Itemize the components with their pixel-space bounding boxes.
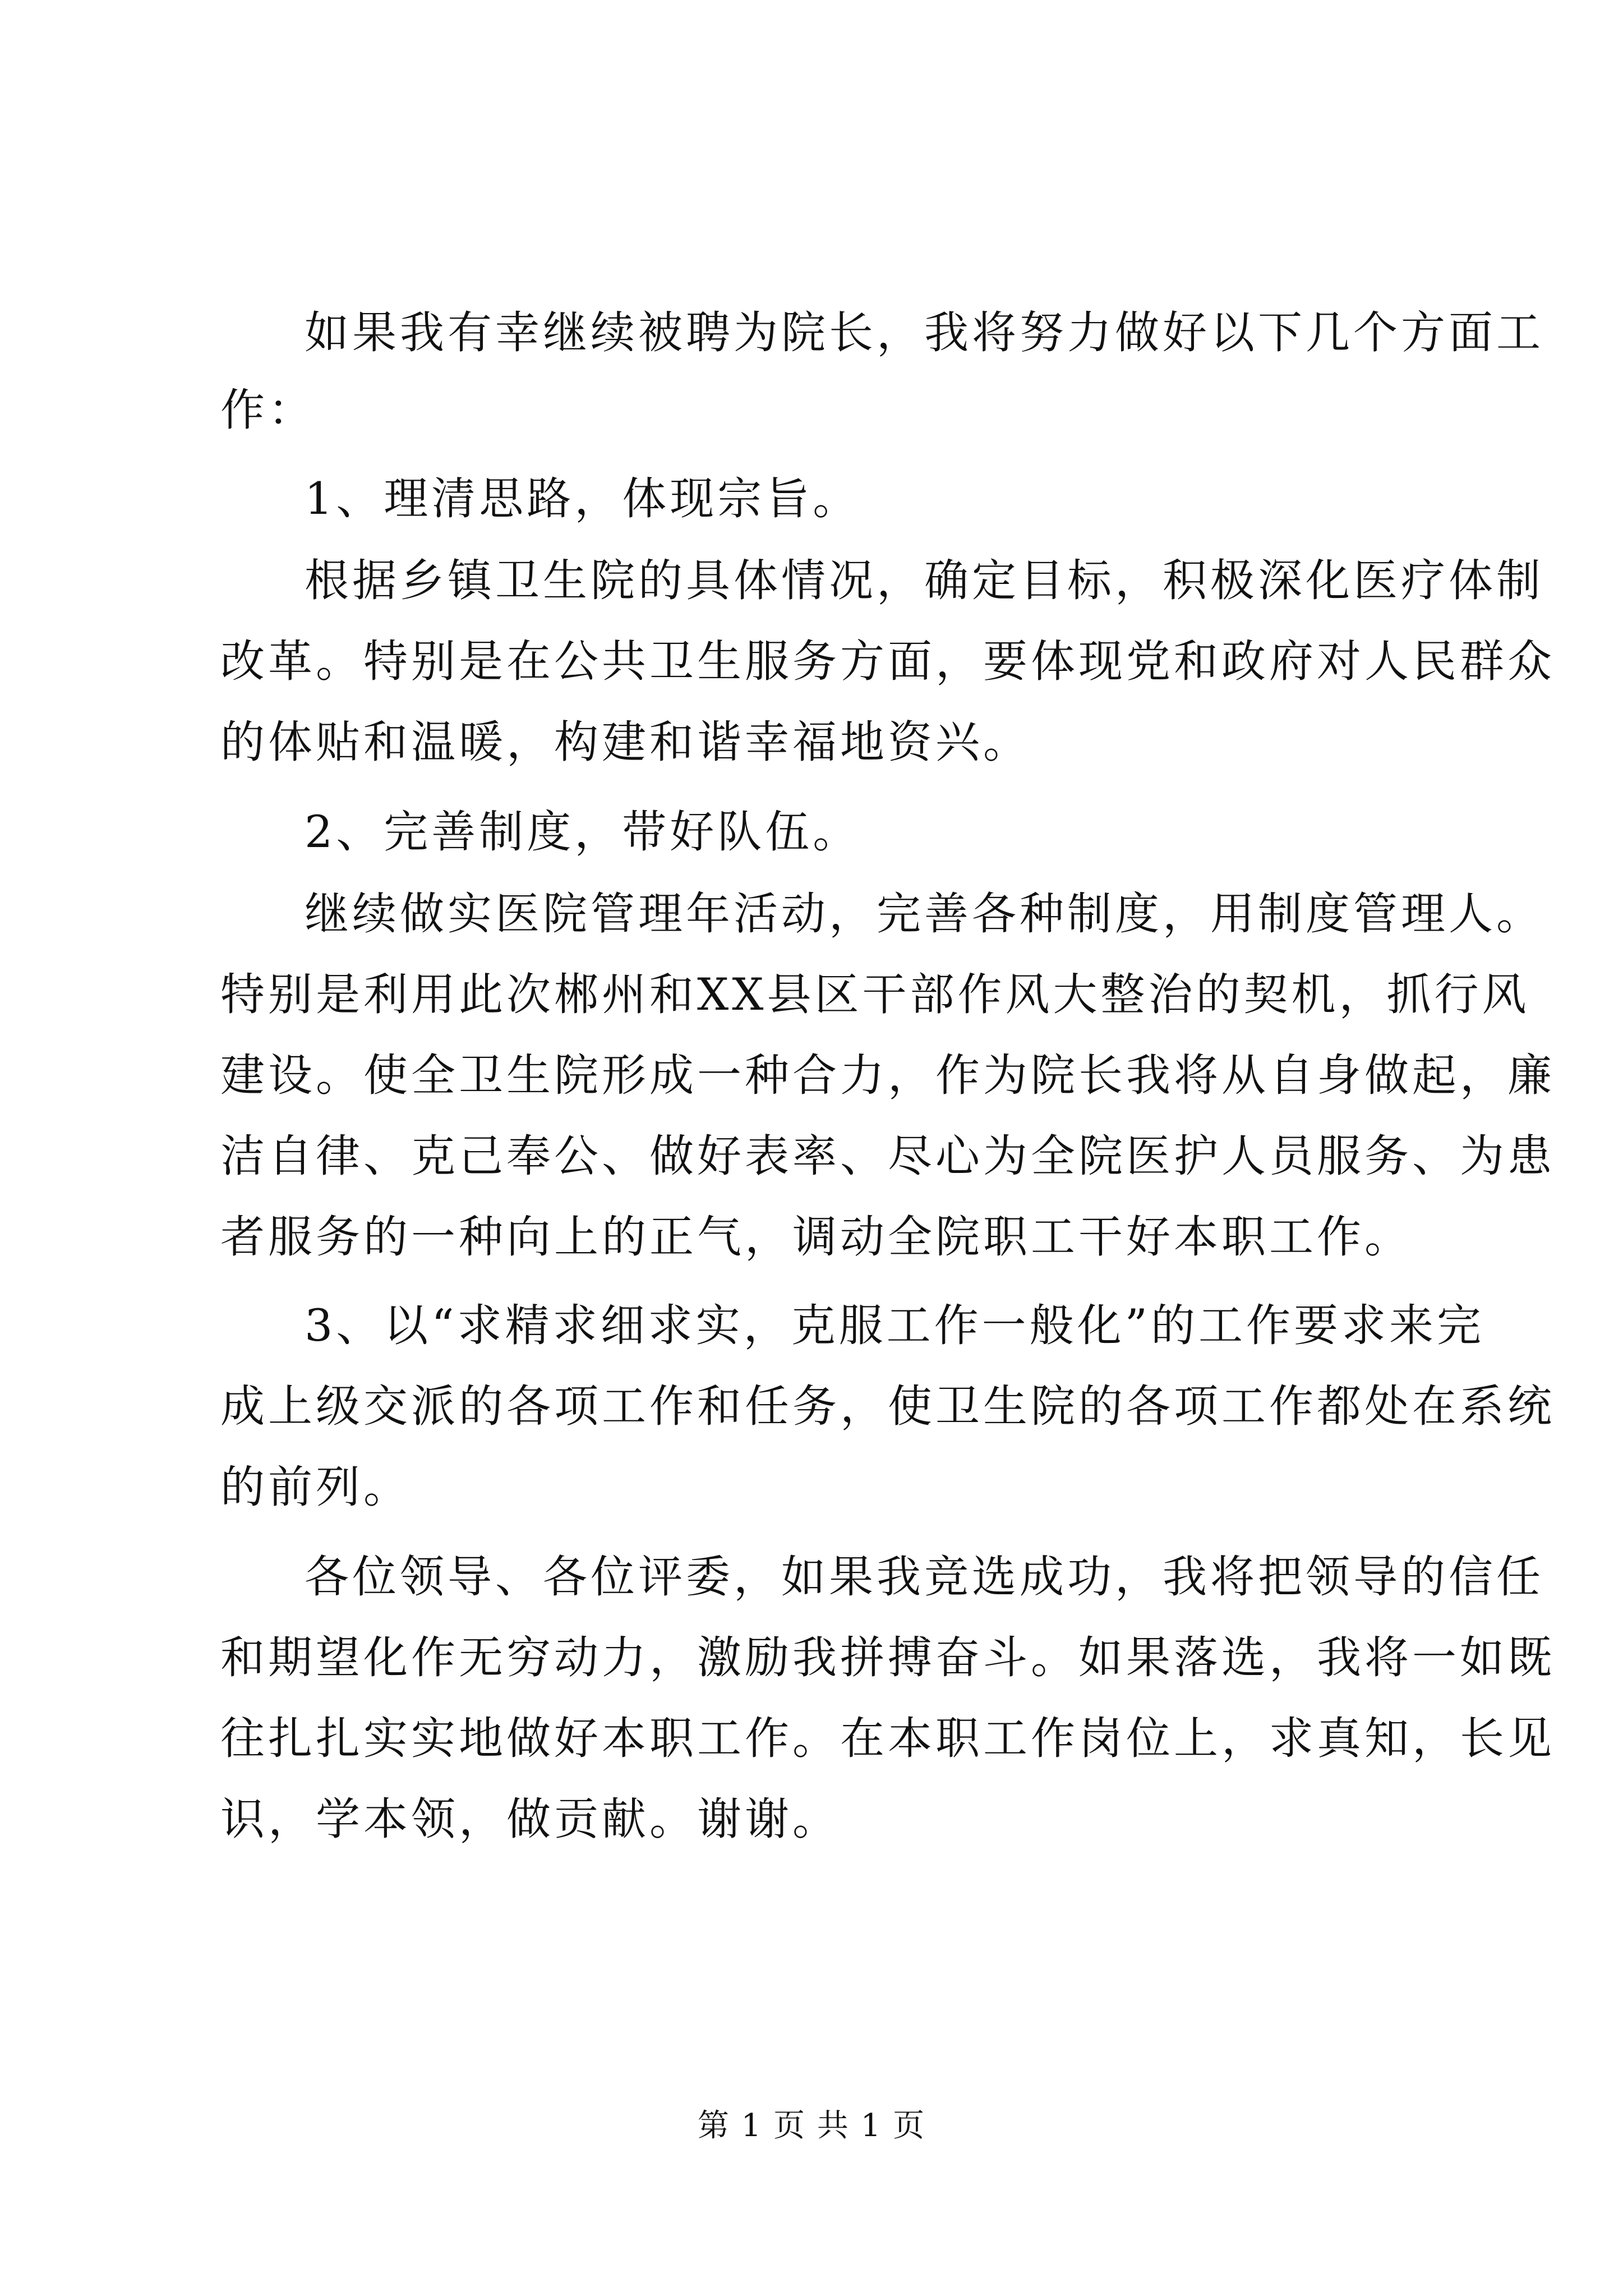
paragraph-line: 根据乡镇卫生院的具体情况，确定目标，积极深化医疗体制 — [305, 555, 1544, 606]
paragraph-line: 往扎扎实实地做好本职工作。在本职工作岗位上，求真知，长见 — [220, 1713, 1555, 1764]
paragraph-line: 建设。使全卫生院形成一种合力，作为院长我将从自身做起，廉 — [220, 1050, 1555, 1101]
section-heading: 1、理清思路，体现宗旨。 — [305, 473, 861, 524]
paragraph-line: 如果我有幸继续被聘为院长，我将努力做好以下几个方面工 — [305, 307, 1544, 358]
paragraph-line: 识，学本领，做贡献。谢谢。 — [220, 1793, 840, 1845]
paragraph-line: 改革。特别是在公共卫生服务方面，要体现党和政府对人民群众 — [220, 636, 1555, 687]
section-heading: 3、以“求精求细求实，克服工作一般化”的工作要求来完 — [305, 1300, 1485, 1351]
section-heading: 2、完善制度，带好队伍。 — [305, 806, 861, 858]
paragraph-line: 者服务的一种向上的正气，调动全院职工干好本职工作。 — [220, 1211, 1412, 1263]
paragraph-line: 特别是利用此次郴州和XX县区干部作风大整治的契机，抓行风 — [220, 969, 1530, 1020]
paragraph-line: 的体贴和温暖，构建和谐幸福地资兴。 — [220, 716, 1031, 768]
paragraph-line: 继续做实医院管理年活动，完善各种制度，用制度管理人。 — [305, 888, 1544, 940]
paragraph-line: 成上级交派的各项工作和任务，使卫生院的各项工作都处在系统 — [220, 1381, 1555, 1432]
paragraph-line: 和期望化作无穷动力，激励我拼搏奋斗。如果落选，我将一如既 — [220, 1632, 1555, 1683]
paragraph-line: 作： — [220, 384, 316, 436]
paragraph-line: 的前列。 — [220, 1461, 411, 1513]
paragraph-line: 各位领导、各位评委，如果我竞选成功，我将把领导的信任 — [305, 1551, 1544, 1603]
paragraph-line: 洁自律、克己奉公、做好表率、尽心为全院医护人员服务、为患 — [220, 1130, 1555, 1182]
page-number-footer: 第 1 页 共 1 页 — [697, 2108, 926, 2144]
